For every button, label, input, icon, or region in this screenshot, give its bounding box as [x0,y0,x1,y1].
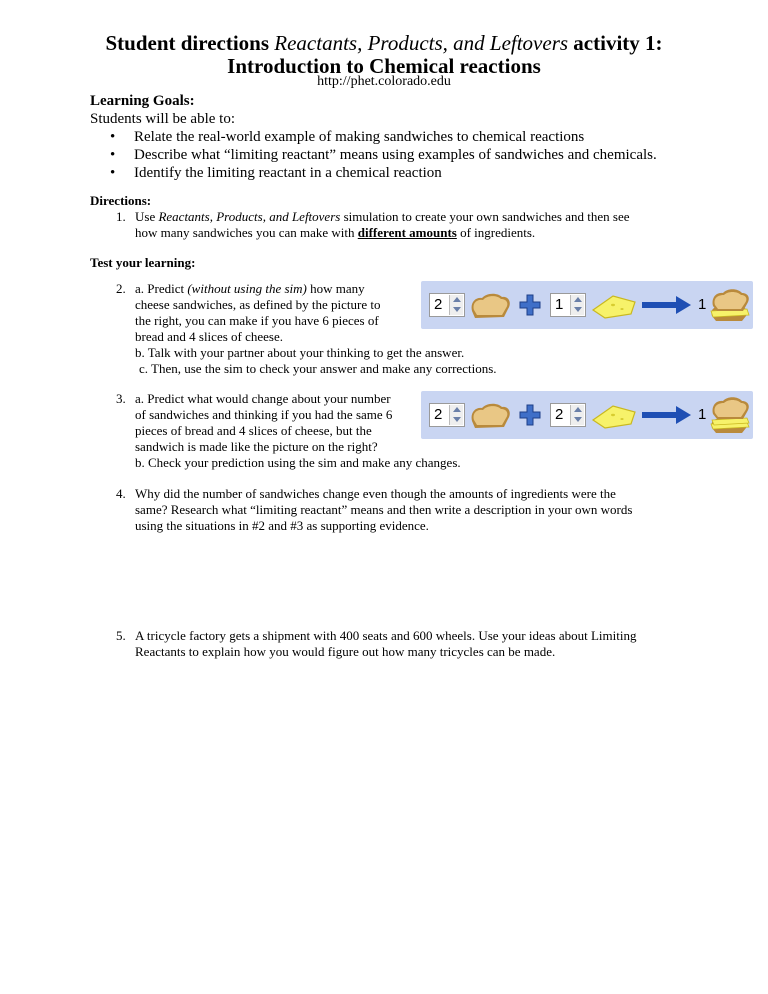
bread-icon [469,401,513,431]
bullet-icon: • [110,147,116,163]
q4-line-1: Why did the number of sandwiches change even though the amounts of ingredients were the [135,486,616,501]
learning-goals-heading: Learning Goals: [90,93,195,109]
spinner-arrows-icon[interactable] [570,295,584,315]
q4-line-3: using the situations in #2 and #3 as supporting evidence. [135,518,429,533]
title-italic-part: Reactants, Products, and Leftovers [274,31,569,55]
text: how many [306,281,365,296]
page-title [0,31,768,55]
cheese-icon [591,292,637,320]
learning-goals-intro: Students will be able to: [90,111,235,127]
text: simulation to create your own sandwiches and then see [340,209,630,224]
arrow-right-icon [642,405,692,425]
source-url: http://phet.colorado.edu [317,74,451,89]
q4-line-2: same? Research what “limiting reactant” means and then write a description in your own words [135,502,633,517]
spinner-arrows-icon[interactable] [570,405,584,425]
plus-icon [519,294,541,316]
text: how many sandwiches you can make with [135,225,358,240]
sandwich-count: 1 [698,406,707,423]
goal-text: Relate the real-world example of making sandwiches to chemical reactions [134,129,585,145]
title-bold-suffix: activity 1: [568,31,663,55]
q5-line-1: A tricycle factory gets a shipment with 400 seats and 600 wheels. Use your ideas about Limiting [135,628,637,643]
cheese-count: 2 [555,406,564,423]
spinner-arrows-icon[interactable] [449,405,463,425]
goal-item [110,129,584,146]
directions-line-2 [135,225,535,241]
bread-count-spinner[interactable] [429,403,465,427]
sandwich-recipe-panel [421,281,753,329]
list-number: 1. [116,209,126,224]
text: of ingredients. [456,225,536,240]
goal-item [110,165,442,182]
bread-count-spinner[interactable] [429,293,465,317]
q3-line-5: b. Check your prediction using the sim and make any changes. [135,455,461,470]
directions-heading: Directions: [90,193,152,208]
title-bold-part: Student directions [105,31,275,55]
q3-line-3: pieces of bread and 4 slices of cheese, but the [135,423,372,438]
q3-line-4: sandwich is made like the picture on the right? [135,439,378,454]
sim-name: Reactants, Products, and Leftovers [158,209,341,224]
goal-text: Describe what “limiting reactant” means using examples of sandwiches and chemicals. [134,147,657,163]
text: a. Predict [135,281,188,296]
cheese-sandwich-icon [709,286,751,324]
q2-line-6: c. Then, use the sim to check your answer and make any corrections. [139,361,497,376]
list-number: 4. [116,486,126,501]
list-number: 5. [116,628,126,643]
double-cheese-sandwich-icon [709,394,751,436]
q2-line-4: bread and 4 slices of cheese. [135,329,283,344]
page-subtitle: Introduction to Chemical reactions [227,54,541,78]
q2-line-2: cheese sandwiches, as defined by the picture to [135,297,381,312]
sandwich-recipe-panel [421,391,753,439]
q2-line-1 [135,281,365,297]
bread-count: 2 [434,406,443,423]
spinner-arrows-icon[interactable] [449,295,463,315]
goal-item [110,147,657,164]
emphasis-text: different amounts [357,225,457,240]
cheese-count-spinner[interactable] [550,293,586,317]
emphasis-text: (without using the sim) [187,281,307,296]
q2-line-5: b. Talk with your partner about your thinking to get the answer. [135,345,465,360]
plus-icon [519,404,541,426]
q5-line-2: Reactants to explain how you would figure out how many tricycles can be made. [135,644,556,659]
list-number: 3. [116,391,126,406]
list-number: 2. [116,281,126,296]
bread-icon [469,291,513,321]
goal-text: Identify the limiting reactant in a chemical reaction [134,165,442,181]
bread-count: 2 [434,296,443,313]
cheese-count-spinner[interactable] [550,403,586,427]
sandwich-count: 1 [698,296,707,313]
q3-line-1: a. Predict what would change about your number [135,391,391,406]
q3-line-2: of sandwiches and thinking if you had the same 6 [135,407,393,422]
text: Use [135,209,159,224]
arrow-right-icon [642,295,692,315]
cheese-icon [591,402,637,430]
q2-line-3: the right, you can make if you have 6 pieces of [135,313,379,328]
cheese-count: 1 [555,296,564,313]
test-heading: Test your learning: [90,255,196,270]
bullet-icon: • [110,129,116,145]
bullet-icon: • [110,165,116,181]
directions-line-1 [135,209,630,225]
